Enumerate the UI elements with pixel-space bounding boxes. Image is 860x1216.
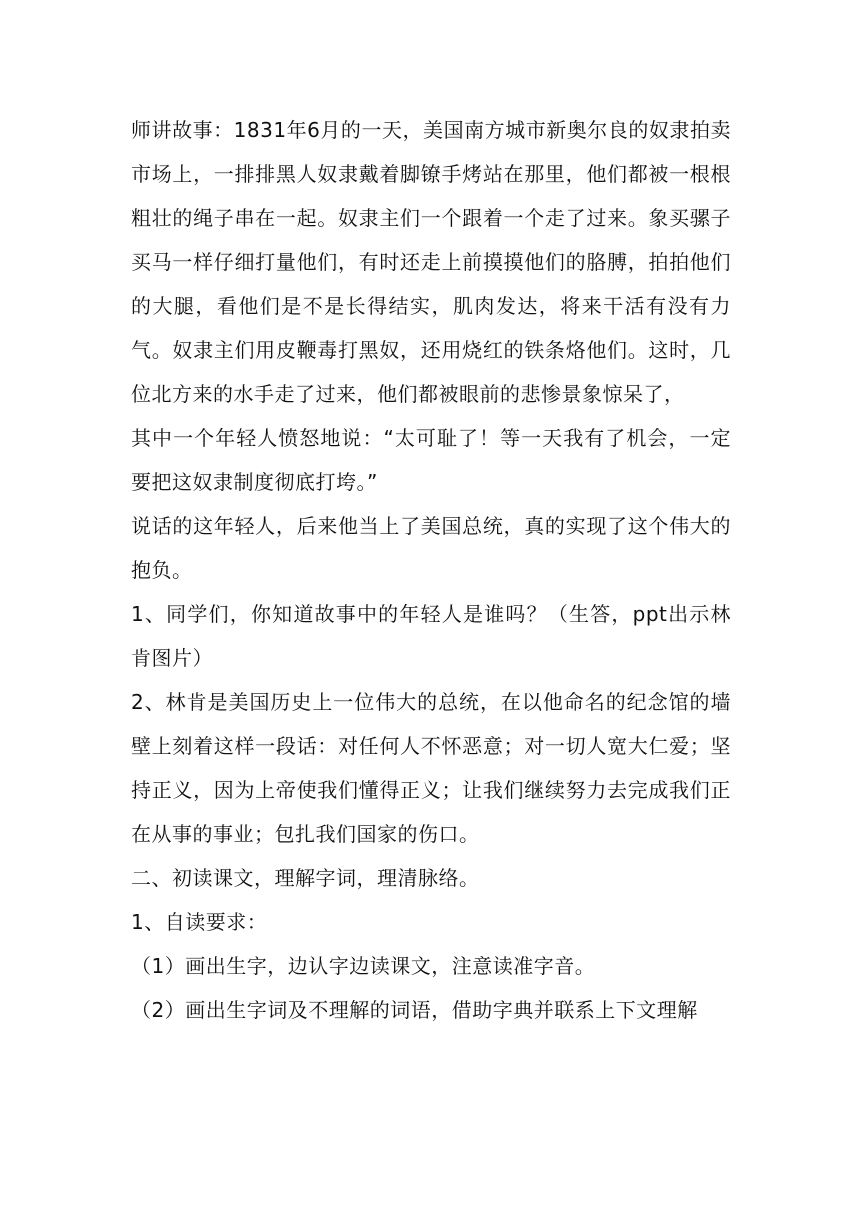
question-1-paragraph: 1、同学们，你知道故事中的年轻人是谁吗？（生答，ppt出示林肯图片） (131, 602, 731, 670)
story-paragraph: 师讲故事：1831年6月的一天，美国南方城市新奥尔良的奴隶拍卖市场上，一排排黑人奴隶戴着脚镣手烤站在那里，他们都被一根根粗壮的绳子串在一起。奴隶主们一个跟着一个走了过来。象买骡子买马一样仔细打量他们，有时还走上前摸摸他们的胳膊，拍拍他们的大腿，看他们是不是长得结实，肌肉发达，将来干活有没有力气。奴隶主们用皮鞭毒打黑奴，还用烧红的铁条烙他们。这时，几位北方来的水手走了过来，他们都被眼前的悲惨景象惊呆了， (131, 118, 731, 406)
document-body (131, 108, 731, 1032)
requirement-item-2: （2）画出生字词及不理解的词语，借助字典并联系上下文理解 (131, 998, 698, 1022)
reading-requirements-heading: 1、自读要求： (131, 910, 268, 934)
quote-paragraph: 其中一个年轻人愤怒地说：“太可耻了！等一天我有了机会，一定要把这奴隶制度彻底打垮。” (131, 426, 731, 494)
section-heading: 二、初读课文，理解字词，理清脉络。 (131, 866, 480, 890)
requirement-item-1: （1）画出生字，边认字边读课文，注意读准字音。 (131, 954, 596, 978)
story-conclusion-paragraph: 说话的这年轻人，后来他当上了美国总统，真的实现了这个伟大的抱负。 (131, 514, 731, 582)
question-2-paragraph: 2、林肯是美国历史上一位伟大的总统，在以他命名的纪念馆的墙壁上刻着这样一段话：对任何人不怀恶意；对一切人宽大仁爱；坚持正义，因为上帝使我们懂得正义；让我们继续努力去完成我们正在从事的事业；包扎我们国家的伤口。 (131, 690, 731, 846)
